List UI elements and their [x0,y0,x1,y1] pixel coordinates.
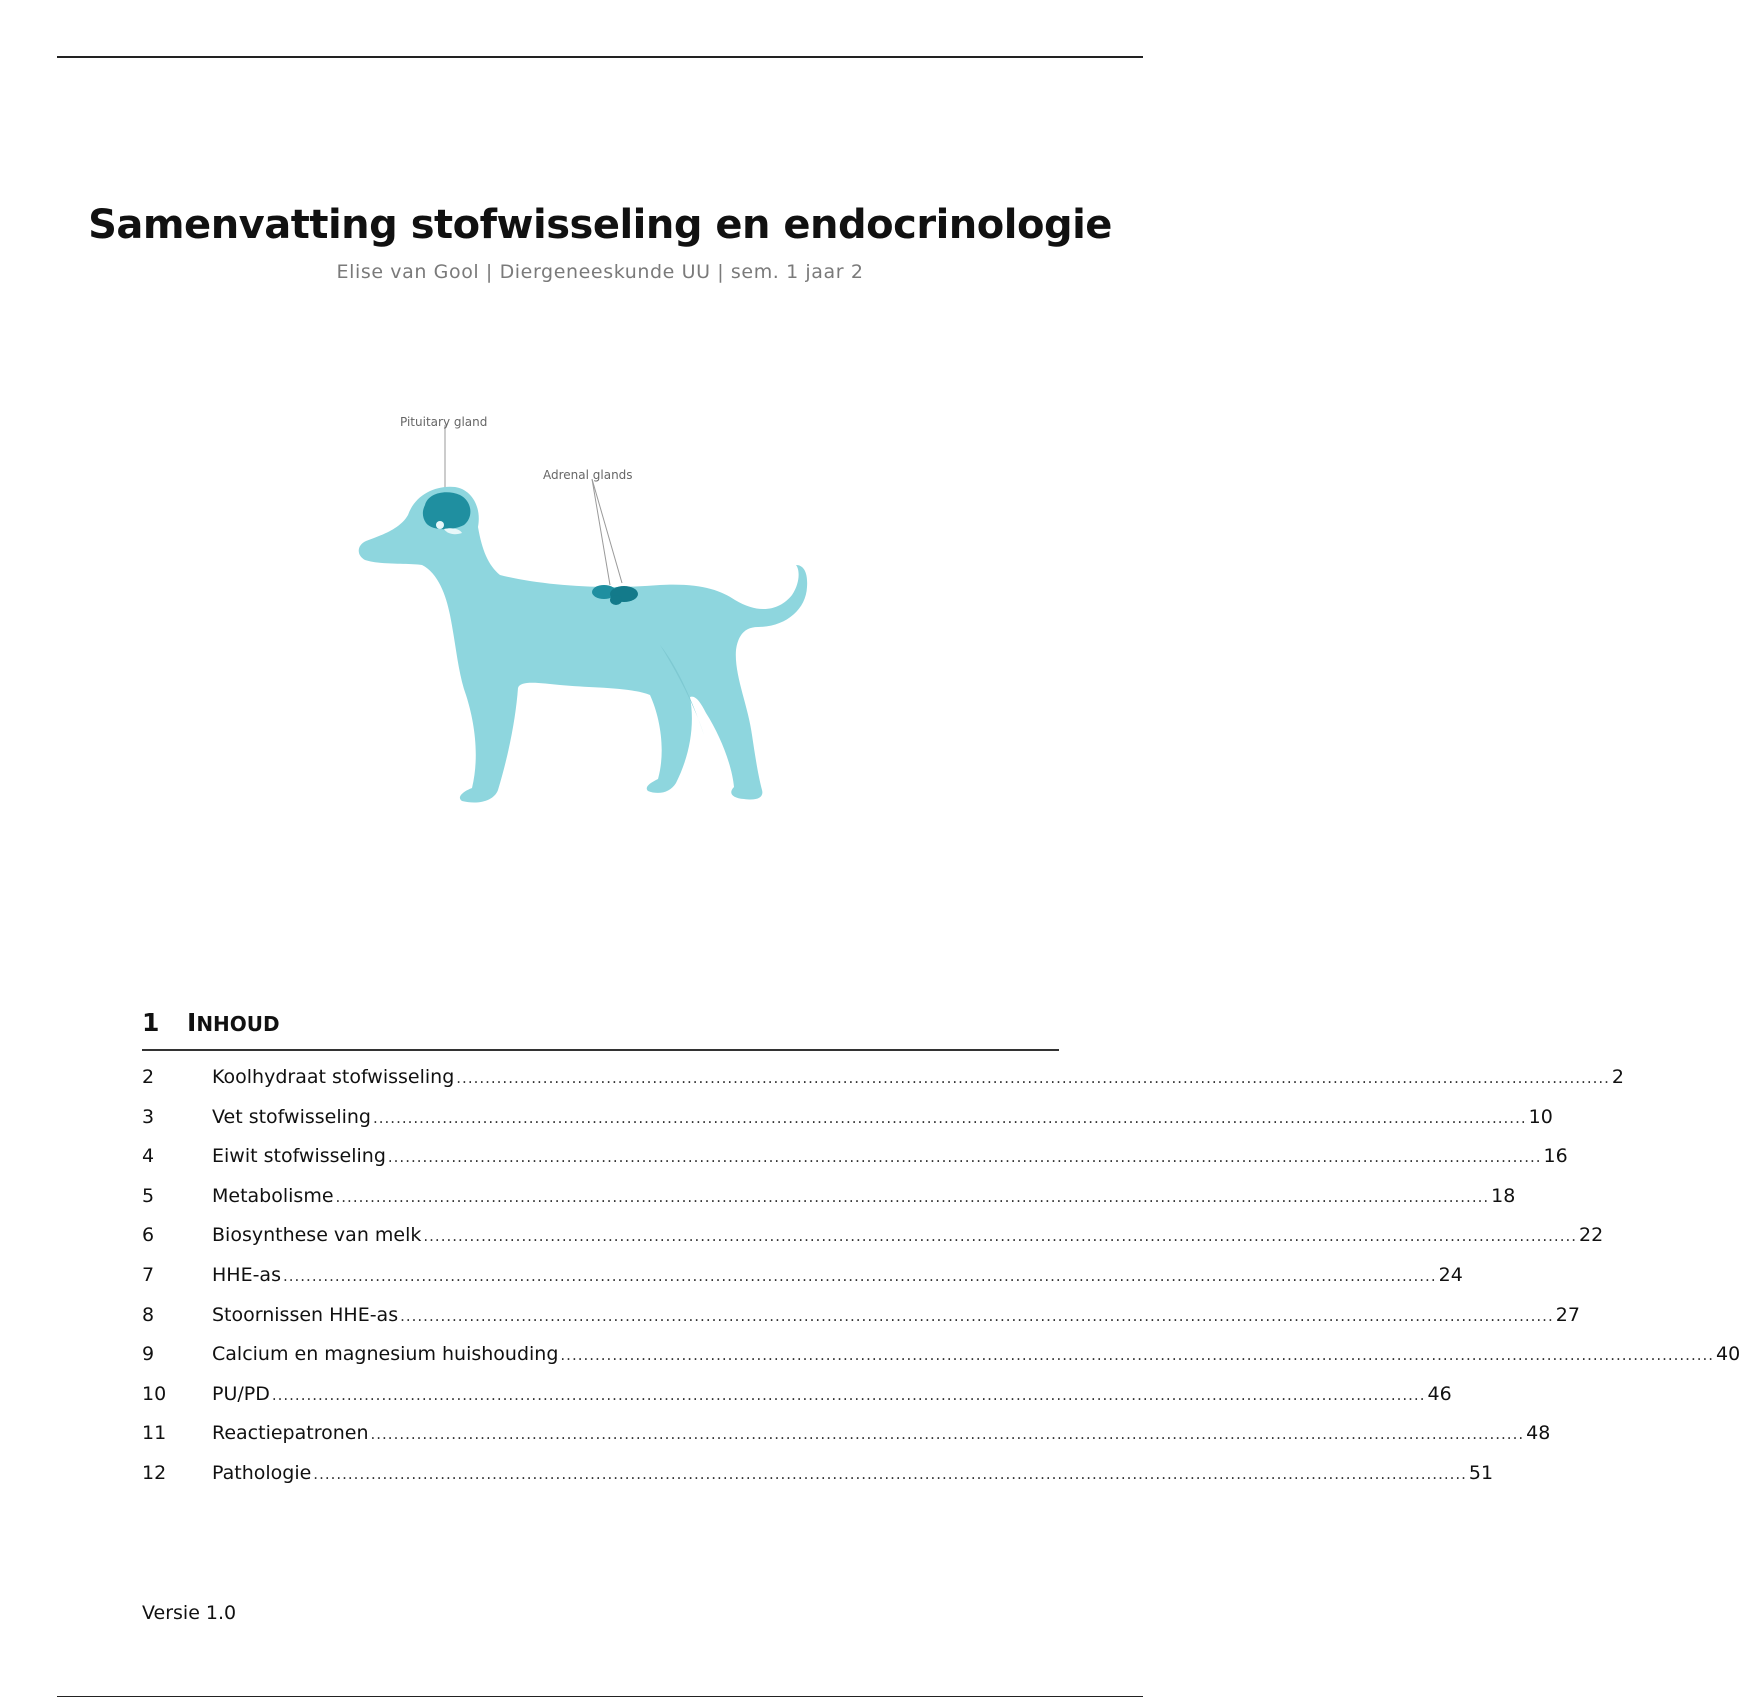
toc-entry-title[interactable]: PU/PD [212,1382,270,1405]
toc-leader-dots: ........................................................................................................................................................................................................ [400,1306,1554,1325]
toc-entry-number: 11 [142,1422,167,1445]
toc-entry[interactable] [142,1224,1604,1264]
top-rule [57,56,1143,58]
pituitary-gland [423,492,471,529]
toc-entry-page[interactable]: 51 [1468,1461,1494,1484]
toc-entry-number: 9 [142,1343,155,1366]
toc-leader-dots: ........................................................................................................................................................................................................ [271,1385,1426,1404]
toc-entry-title[interactable]: Reactiepatronen [212,1422,369,1445]
toc-leader-dots: ........................................................................................................................................................................................................ [423,1227,1578,1246]
toc-leader-dots: ........................................................................................................................................................................................................ [313,1464,1467,1483]
toc-entry[interactable] [142,1343,1740,1383]
toc-entry-page[interactable]: 18 [1491,1184,1516,1207]
toc-entry-number: 5 [142,1184,155,1207]
toc-entry-page[interactable]: 27 [1555,1303,1580,1326]
toc-heading-number: 1 [142,1008,160,1037]
toc-entry-number: 2 [142,1066,155,1088]
toc-entry-number: 12 [142,1461,167,1484]
toc-entry[interactable] [142,1461,1494,1502]
toc-entry-title[interactable]: Metabolisme [212,1184,334,1207]
version-label: Versie 1.0 [142,1602,237,1624]
toc-entry-number: 7 [142,1263,155,1286]
toc-entry[interactable] [142,1303,1580,1344]
toc-entry-page[interactable]: 16 [1543,1145,1568,1168]
toc-entry-page[interactable]: 10 [1528,1105,1553,1128]
toc-leader-dots: ........................................................................................................................................................................................................ [387,1148,1542,1167]
toc-entry[interactable] [142,1382,1452,1423]
toc-entry-number: 10 [142,1382,167,1405]
toc-heading-rest: NHOUD [196,1012,280,1036]
toc-entry[interactable] [142,1145,1568,1185]
toc-entry-title[interactable]: Stoornissen HHE-as [212,1303,399,1326]
toc-entry-number: 6 [142,1224,155,1247]
toc-entry-title[interactable]: Vet stofwisseling [212,1105,371,1128]
toc-entry-page[interactable]: 24 [1438,1263,1463,1286]
toc-entry[interactable] [142,1263,1463,1304]
toc-entry-number: 3 [142,1105,155,1128]
toc-entry-title[interactable]: Eiwit stofwisseling [212,1145,386,1168]
pituitary-highlight [436,521,444,529]
toc-entry-page[interactable]: 40 [1716,1343,1740,1366]
toc-heading-initial: I [187,1008,197,1037]
toc-entry-title[interactable]: Calcium en magnesium huishouding [212,1343,559,1366]
toc-leader-dots: ........................................................................................................................................................................................................ [373,1108,1527,1127]
toc-leader-dots: ........................................................................................................................................................................................................ [456,1069,1610,1087]
toc-entry-title[interactable]: HHE-as [212,1263,281,1286]
bottom-rule [57,1696,1143,1697]
kidney [610,595,622,605]
toc-leader-dots: ........................................................................................................................................................................................................ [370,1425,1525,1444]
toc-leader-dots: ........................................................................................................................................................................................................ [335,1187,1490,1206]
toc-entry-page[interactable]: 48 [1526,1422,1551,1445]
toc-entry[interactable] [142,1066,1624,1106]
toc-leader-dots: ........................................................................................................................................................................................................ [560,1346,1715,1365]
adrenal-glands-label: Adrenal glands [543,468,633,482]
toc-entry-page[interactable]: 2 [1611,1066,1624,1088]
toc-entry-page[interactable]: 22 [1579,1224,1604,1247]
toc-entry-page[interactable]: 46 [1427,1382,1452,1405]
toc-entry-number: 4 [142,1145,155,1168]
document-subtitle: Elise van Gool | Diergeneeskunde UU | sem. 1 jaar 2 [336,261,864,283]
dog-body [359,487,807,803]
toc-list [142,1066,1740,1502]
toc-heading [142,1008,280,1037]
toc-entry-title[interactable]: Biosynthese van melk [212,1224,422,1247]
toc-entry[interactable] [142,1422,1551,1462]
toc-entry-title[interactable]: Pathologie [212,1461,312,1484]
toc-heading-rule [142,1049,1059,1051]
toc-entry[interactable] [142,1105,1553,1146]
toc-leader-dots: ........................................................................................................................................................................................................ [282,1266,1437,1285]
pituitary-gland-label: Pituitary gland [400,415,488,429]
toc-entry-title[interactable]: Koolhydraat stofwisseling [212,1066,455,1088]
toc-entry[interactable] [142,1184,1516,1225]
toc-entry-number: 8 [142,1303,155,1326]
document-title: Samenvatting stofwisseling en endocrinologie [88,202,1112,248]
